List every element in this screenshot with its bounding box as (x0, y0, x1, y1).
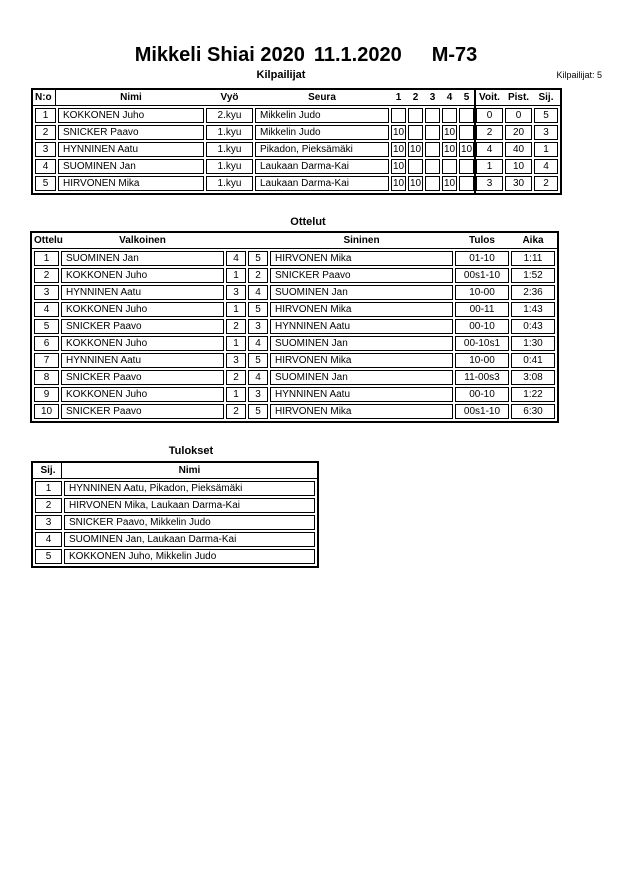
competitor-belt: 1.kyu (206, 125, 253, 140)
score-cell (408, 159, 423, 174)
match-row (34, 302, 555, 317)
match-time: 1:52 (511, 268, 555, 283)
competitor-name: KOKKONEN Juho (58, 108, 204, 123)
score-cell: 10 (392, 127, 405, 138)
white-player-name: KOKKONEN Juho (61, 302, 224, 317)
white-player-number: 3 (226, 285, 246, 300)
competitor-club: Pikadon, Pieksämäki (255, 142, 389, 157)
competitor-belt: 1.kyu (206, 142, 253, 157)
competitor-club: Laukaan Darma-Kai (255, 176, 389, 191)
col-header-no: N:o (35, 90, 56, 105)
col-header-name: Nimi (120, 92, 142, 103)
result-place: 4 (35, 532, 62, 547)
match-row (34, 404, 555, 419)
match-row (34, 285, 555, 300)
match-time: 0:41 (511, 353, 555, 368)
white-player-number: 3 (226, 353, 246, 368)
blue-player-number: 5 (248, 353, 268, 368)
blue-player-number: 5 (248, 302, 268, 317)
competitor-name: HIRVONEN Mika (58, 176, 204, 191)
white-player-name: KOKKONEN Juho (61, 387, 224, 402)
score-cell (425, 142, 440, 157)
match-row (34, 353, 555, 368)
col-header-4: 4 (446, 92, 453, 103)
score-cell (425, 125, 440, 140)
white-player-number: 1 (226, 387, 246, 402)
match-result: 01-10 (455, 251, 509, 266)
blue-player-name: HIRVONEN Mika (270, 353, 453, 368)
competitor-club: Mikkelin Judo (255, 125, 389, 140)
score-cell (425, 159, 440, 174)
match-row (34, 336, 555, 351)
competitor-points: 0 (505, 108, 532, 123)
white-player-name: KOKKONEN Juho (61, 336, 224, 351)
match-time: 0:43 (511, 319, 555, 334)
result-place: 5 (35, 549, 62, 564)
white-player-name: HYNNINEN Aatu (61, 285, 224, 300)
competitor-number: 4 (35, 159, 56, 174)
score-cell (425, 176, 440, 191)
score-cell: 10 (392, 178, 405, 189)
match-row (34, 387, 555, 402)
event-date: 11.1.2020 (313, 44, 402, 66)
col-header-result: Tulos (469, 235, 495, 246)
match-time: 2:36 (511, 285, 555, 300)
col-header-place: Sij. (538, 92, 554, 103)
score-cell (425, 108, 440, 123)
blue-player-name: SNICKER Paavo (270, 268, 453, 283)
competitor-belt: 2.kyu (206, 108, 253, 123)
competitor-name: HYNNINEN Aatu (58, 142, 204, 157)
competitor-club: Mikkelin Judo (255, 108, 389, 123)
col-header-1: 1 (395, 92, 402, 103)
score-cell: 10 (460, 144, 473, 155)
competitor-points: 20 (505, 125, 532, 140)
blue-player-number: 5 (248, 404, 268, 419)
results-table (31, 461, 319, 568)
result-row (35, 498, 315, 513)
competitor-club: Laukaan Darma-Kai (255, 159, 389, 174)
match-result: 00s1-10 (455, 268, 509, 283)
competitor-number: 2 (35, 125, 56, 140)
page-title (0, 44, 612, 67)
col-header-2: 2 (412, 92, 419, 103)
blue-player-name: HYNNINEN Aatu (270, 319, 453, 334)
col-header-points: Pist. (507, 92, 530, 103)
score-cell (459, 108, 474, 123)
match-number: 10 (34, 404, 59, 419)
score-cell: 10 (392, 144, 405, 155)
col-header-wins: Voit. (479, 92, 500, 103)
col-header-white: Valkoinen (119, 235, 166, 246)
white-player-name: HYNNINEN Aatu (61, 353, 224, 368)
result-row (35, 532, 315, 547)
white-player-name: SNICKER Paavo (61, 370, 224, 385)
blue-player-number: 3 (248, 319, 268, 334)
match-time: 1:22 (511, 387, 555, 402)
score-cell (459, 125, 474, 140)
col-header-time: Aika (522, 235, 544, 246)
white-player-name: KOKKONEN Juho (61, 268, 224, 283)
result-name: KOKKONEN Juho, Mikkelin Judo (64, 549, 315, 564)
result-place: 1 (35, 481, 62, 496)
result-row (35, 481, 315, 496)
score-cell (408, 108, 423, 123)
col-header-club: Seura (308, 92, 336, 103)
competitor-belt: 1.kyu (206, 159, 253, 174)
match-result: 00-11 (455, 302, 509, 317)
competitor-number: 5 (35, 176, 56, 191)
match-number: 2 (34, 268, 59, 283)
blue-player-number: 2 (248, 268, 268, 283)
white-player-number: 2 (226, 319, 246, 334)
score-cell: 10 (409, 144, 422, 155)
matches-table-header (32, 233, 557, 249)
result-row (35, 549, 315, 564)
competitors-table (31, 88, 562, 195)
competitor-name: SUOMINEN Jan (58, 159, 204, 174)
competitor-place: 1 (534, 142, 558, 157)
score-cell: 10 (392, 161, 405, 172)
results-heading: Tulokset (168, 445, 214, 457)
competitor-wins: 4 (476, 142, 503, 157)
col-header-belt: Vyö (220, 92, 239, 103)
score-cell: 10 (443, 178, 456, 189)
result-row (35, 515, 315, 530)
competitor-name: SNICKER Paavo (58, 125, 204, 140)
match-time: 1:11 (511, 251, 555, 266)
competitor-wins: 3 (476, 176, 503, 191)
competitors-count: Kilpailijat: 5 (556, 70, 602, 80)
competitor-row (35, 142, 558, 157)
white-player-name: SNICKER Paavo (61, 404, 224, 419)
score-cell (391, 108, 406, 123)
col-header-5: 5 (463, 92, 470, 103)
white-player-number: 2 (226, 370, 246, 385)
competitor-points: 30 (505, 176, 532, 191)
competitor-wins: 0 (476, 108, 503, 123)
match-result: 00s1-10 (455, 404, 509, 419)
competitor-points: 10 (505, 159, 532, 174)
result-name: SUOMINEN Jan, Laukaan Darma-Kai (64, 532, 315, 547)
col-header-blue-no (248, 233, 268, 248)
competitor-place: 2 (534, 176, 558, 191)
competitor-points: 40 (505, 142, 532, 157)
results-table-header (33, 463, 317, 479)
white-player-number: 2 (226, 404, 246, 419)
competitor-number: 3 (35, 142, 56, 157)
score-cell (408, 125, 423, 140)
score-cell: 10 (409, 178, 422, 189)
match-result: 11-00s3 (455, 370, 509, 385)
matches-heading: Ottelut (290, 216, 326, 228)
competitor-row (35, 125, 558, 140)
blue-player-number: 4 (248, 370, 268, 385)
blue-player-name: SUOMINEN Jan (270, 285, 453, 300)
competitor-place: 5 (534, 108, 558, 123)
match-number: 4 (34, 302, 59, 317)
competitor-row (35, 108, 558, 123)
blue-player-name: HIRVONEN Mika (270, 302, 453, 317)
competitor-row (35, 159, 558, 174)
match-time: 6:30 (511, 404, 555, 419)
col-header-place: Sij. (35, 463, 62, 478)
match-row (34, 251, 555, 266)
competitors-table-header (33, 90, 560, 106)
blue-player-name: SUOMINEN Jan (270, 336, 453, 351)
score-cell (459, 176, 474, 191)
match-number: 6 (34, 336, 59, 351)
col-header-3: 3 (429, 92, 436, 103)
competitor-number: 1 (35, 108, 56, 123)
blue-player-number: 3 (248, 387, 268, 402)
result-place: 2 (35, 498, 62, 513)
blue-player-number: 5 (248, 251, 268, 266)
match-time: 3:08 (511, 370, 555, 385)
match-row (34, 370, 555, 385)
competitor-belt: 1.kyu (206, 176, 253, 191)
score-cell: 10 (443, 127, 456, 138)
competitor-place: 4 (534, 159, 558, 174)
white-player-name: SNICKER Paavo (61, 319, 224, 334)
match-result: 10-00 (455, 285, 509, 300)
match-row (34, 319, 555, 334)
col-header-name: Nimi (178, 465, 201, 476)
result-name: SNICKER Paavo, Mikkelin Judo (64, 515, 315, 530)
blue-player-number: 4 (248, 336, 268, 351)
score-cell (459, 159, 474, 174)
blue-player-name: SUOMINEN Jan (270, 370, 453, 385)
competitors-heading: Kilpailijat (256, 69, 306, 81)
white-player-number: 4 (226, 251, 246, 266)
blue-player-name: HIRVONEN Mika (270, 404, 453, 419)
competitor-wins: 1 (476, 159, 503, 174)
col-header-blue: Sininen (343, 235, 380, 246)
col-header-match-no: Ottelu (34, 235, 63, 246)
match-number: 1 (34, 251, 59, 266)
blue-player-name: HIRVONEN Mika (270, 251, 453, 266)
results-divider-line (474, 90, 476, 193)
white-player-number: 1 (226, 268, 246, 283)
col-header-white-no (226, 233, 246, 248)
match-number: 3 (34, 285, 59, 300)
match-row (34, 268, 555, 283)
competitor-place: 3 (534, 125, 558, 140)
match-result: 10-00 (455, 353, 509, 368)
blue-player-number: 4 (248, 285, 268, 300)
competitor-row (35, 176, 558, 191)
match-time: 1:43 (511, 302, 555, 317)
result-place: 3 (35, 515, 62, 530)
weight-category: M-73 (431, 44, 478, 66)
competitor-wins: 2 (476, 125, 503, 140)
match-result: 00-10 (455, 387, 509, 402)
match-result: 00-10s1 (455, 336, 509, 351)
match-number: 9 (34, 387, 59, 402)
score-cell (442, 159, 457, 174)
score-cell: 10 (443, 144, 456, 155)
blue-player-name: HYNNINEN Aatu (270, 387, 453, 402)
matches-table (30, 231, 559, 423)
result-name: HYNNINEN Aatu, Pikadon, Pieksämäki (64, 481, 315, 496)
white-player-number: 1 (226, 336, 246, 351)
match-number: 7 (34, 353, 59, 368)
event-name: Mikkeli Shiai 2020 (134, 44, 305, 66)
white-player-number: 1 (226, 302, 246, 317)
match-time: 1:30 (511, 336, 555, 351)
white-player-name: SUOMINEN Jan (61, 251, 224, 266)
match-number: 5 (34, 319, 59, 334)
match-result: 00-10 (455, 319, 509, 334)
result-name: HIRVONEN Mika, Laukaan Darma-Kai (64, 498, 315, 513)
match-number: 8 (34, 370, 59, 385)
score-cell (442, 108, 457, 123)
